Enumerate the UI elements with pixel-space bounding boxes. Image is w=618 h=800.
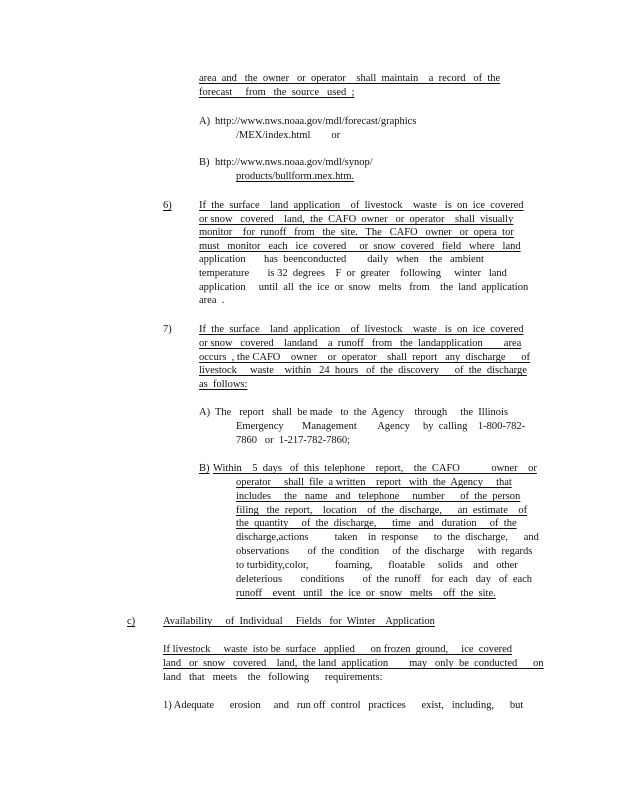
paragraph-line: application has beenconducted daily when the ambient bbox=[199, 254, 484, 265]
paragraph-line: as follows: bbox=[199, 379, 248, 390]
paragraph-line: runoff event until the ice or snow melts off the site. bbox=[236, 588, 496, 599]
paragraph-line: livestock waste within 24 hours of the discovery of the discharge bbox=[199, 365, 527, 376]
paragraph-line: temperature is 32 degrees F or greater following winter land bbox=[199, 268, 507, 279]
paragraph-line: If the surface land application of livestock waste is on ice covered bbox=[199, 200, 524, 211]
paragraph-line: or snow covered landand a runoff from the landapplication area bbox=[199, 338, 522, 349]
section-heading: Availability of Individual Fields for Winter Application bbox=[163, 616, 435, 627]
paragraph-line: 7860 or 1-217-782-7860; bbox=[236, 435, 351, 446]
paragraph-line: must monitor each ice covered or snow covered field where land bbox=[199, 241, 521, 252]
paragraph-line: application until all the ice or snow melts from the land application bbox=[199, 282, 529, 293]
section-label-c: c) bbox=[127, 616, 136, 627]
list-label-b: B) bbox=[199, 157, 210, 168]
paragraph-line: land that meets the following requirements: bbox=[163, 672, 383, 683]
url-line: products/bullform.mex.htm. bbox=[236, 171, 355, 182]
paragraph-line: 1) Adequate erosion and run off control practices exist, including, but bbox=[163, 700, 524, 711]
url-line: /MEX/index.html or bbox=[236, 130, 341, 141]
list-label-a: A) bbox=[199, 116, 211, 127]
list-label-a: A) bbox=[199, 407, 211, 418]
item-number-7: 7) bbox=[163, 324, 172, 335]
paragraph-line: The report shall be made to the Agency through the Illinois bbox=[215, 407, 509, 418]
paragraph-line: occurs , the CAFO owner or operator shall report any discharge of bbox=[199, 352, 531, 363]
paragraph-line: Within 5 days of this telephone report, the CAFO owner or bbox=[213, 463, 537, 474]
url-line: http://www.nws.noaa.gov/mdl/forecast/graphics bbox=[215, 116, 417, 127]
paragraph-line: includes the name and telephone number of the person bbox=[236, 491, 521, 502]
paragraph-line: area and the owner or operator shall maintain a record of the bbox=[199, 73, 501, 84]
list-label-b: B) bbox=[199, 463, 210, 474]
paragraph-line: deleterious conditions of the runoff for each day of each bbox=[236, 574, 533, 585]
paragraph-line: filing the report, location of the discharge, an estimate of bbox=[236, 505, 528, 516]
paragraph-line: If livestock waste isto be surface applied on frozen ground, ice covered bbox=[163, 644, 513, 655]
url-line: http://www.nws.noaa.gov/mdl/synop/ bbox=[215, 157, 373, 168]
paragraph-line: forecast from the source used ; bbox=[199, 87, 355, 98]
paragraph-line: area . bbox=[199, 295, 225, 306]
paragraph-line: to turbidity,color, foaming, floatable solids and other bbox=[236, 560, 518, 571]
paragraph-line: discharge,actions taken in response to the discharge, and bbox=[236, 532, 539, 543]
paragraph-line: Emergency Management Agency by calling 1-800-782- bbox=[236, 421, 526, 432]
paragraph-line: operator shall file a written report with the Agency that bbox=[236, 477, 512, 488]
paragraph-line: land or snow covered land, the land application may only be conducted on bbox=[163, 658, 544, 669]
paragraph-line: monitor for runoff from the site. The CAFO owner or opera tor bbox=[199, 227, 514, 238]
paragraph-line: or snow covered land, the CAFO owner or operator shall visually bbox=[199, 214, 514, 225]
paragraph-line: If the surface land application of livestock waste is on ice covered bbox=[199, 324, 524, 335]
item-number-6: 6) bbox=[163, 200, 172, 211]
paragraph-line: observations of the condition of the discharge with regards bbox=[236, 546, 533, 557]
paragraph-line: the quantity of the discharge, time and duration of the bbox=[236, 518, 517, 529]
